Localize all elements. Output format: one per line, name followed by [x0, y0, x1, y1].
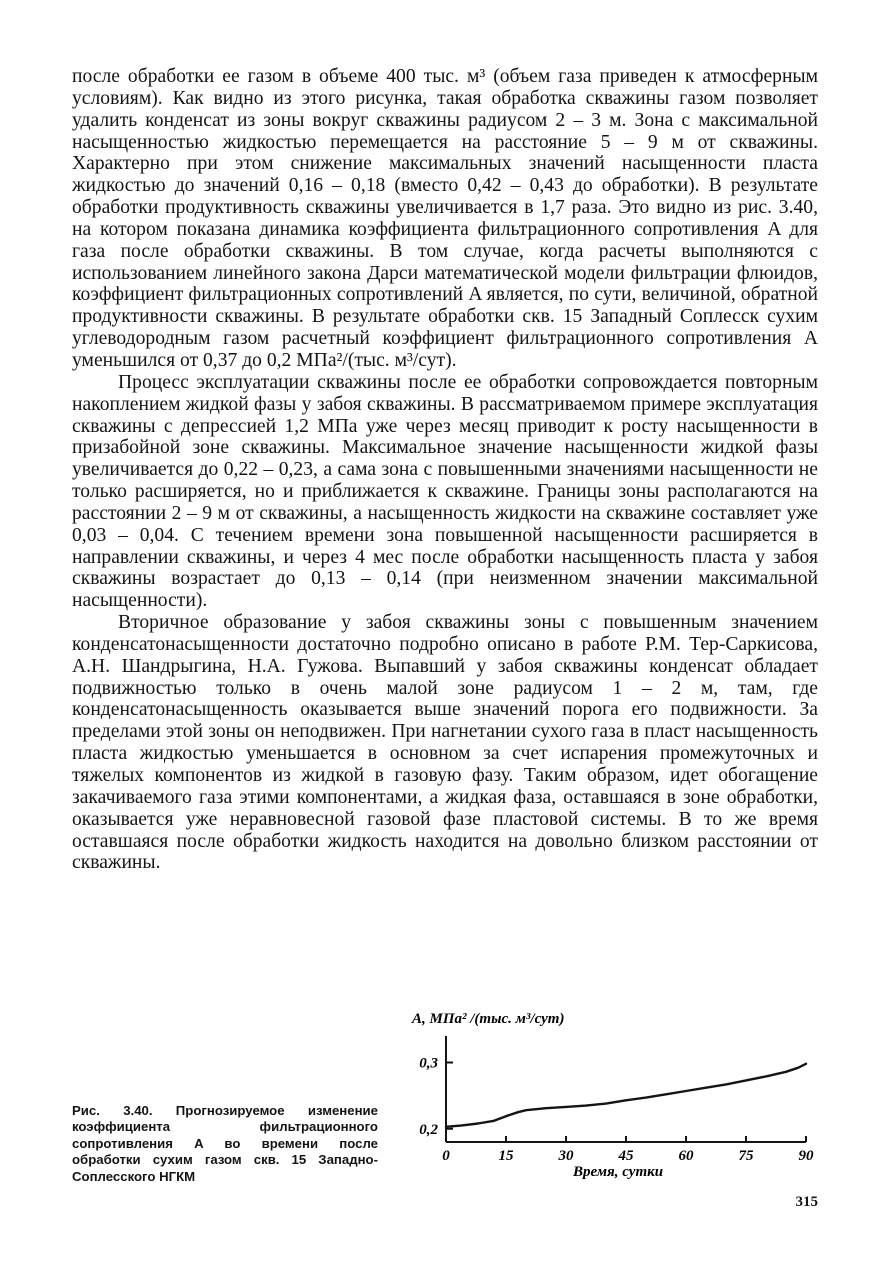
paragraph-2: Процесс эксплуатации скважины после ее обработки сопровождается повторным накоплением жидкой фазы у забоя скважины. В рассматриваемом примере эксплуатация скважины с депрессией 1,2 МПа уже через месяц приводит к росту насыщенности в призабойной зоне скважины. Максимальное значение насыщенности жидкой фазы увеличивается до 0,22 – 0,23, а сама зона с повышенными значениями насыщенности не только расширяется, но и приближается к скважине. Границы зоны располагаются на расстоянии 2 – 9 м от скважины, а насыщенность жидкости на скважине составляет уже 0,03 – 0,04. С течением времени зона повышенной насыщенности расширяется в направлении скважины, и через 4 мес после обработки насыщенность пласта у забоя скважины возрастает до 0,13 – 0,14 (при неизменном значении максимальной насыщенности).: [72, 371, 818, 612]
paragraph-3: Вторичное образование у забоя скважины зоны с повышенным значением конденсатонасыщенности достаточно подробно описано в работе Р.М. Тер-Саркисова, А.Н. Шандрыгина, Н.А. Гужова. Выпавший у забоя скважины конденсат обладает подвижностью только в очень малой зоне радиусом 1 – 2 м, там, где конденсатонасыщенность оказывается выше значений порога его подвижности. За пределами этой зоны он неподвижен. При нагнетании сухого газа в пласт насыщенность пласта жидкостью уменьшается в основном за счет испарения промежуточных и тяжелых компонентов из жидкой в газовую фазу. Таким образом, идет обогащение закачиваемого газа этими компонентами, а жидкая фаза, оставшаяся в зоне обработки, оказывается уже неравновесной газовой фазе пластовой системы. В то же время оставшаяся после обработки жидкость находится на довольно близком расстоянии от скважины.: [72, 612, 818, 874]
x-tick-label: 60: [678, 1148, 694, 1164]
page-number: 315: [795, 1194, 818, 1210]
paragraph-1: после обработки ее газом в объеме 400 тыс. м³ (объем газа приведен к атмосферным условиям). Как видно из этого рисунка, такая обработка скважины газом позволяет удалить конденсат из зоны вокруг скважины радиусом 2 – 3 м. Зона с максимальной насыщенностью жидкостью перемещается на расстояние 5 – 9 м от скважины. Характерно при этом снижение максимальных значений насыщенности пласта жидкостью до значений 0,16 – 0,18 (вместо 0,42 – 0,43 до обработки). В результате обработки продуктивность скважины увеличивается в 1,7 раза. Это видно из рис. 3.40, на котором показана динамика коэффициента фильтрационного сопротивления A для газа после обработки скважины. В том случае, когда расчеты выполняются с использованием линейного закона Дарси математической модели фильтрации флюидов, коэффициент фильтрационных сопротивлений A является, по сути, величиной, обратной продуктивности скважины. В результате обработки скв. 15 Западный Соплесск сухим углеводородным газом расчетный коэффициент фильтрационного сопротивления A уменьшился от 0,37 до 0,2 МПа²/(тыс. м³/сут).: [72, 66, 818, 371]
y-axis-title: A, МПа² /(тыс. м³/сут): [412, 1011, 565, 1027]
x-tick-label: 0: [442, 1148, 450, 1164]
y-axis-ticks: [419, 1056, 453, 1138]
figure-3-40: [0, 1000, 896, 1200]
y-tick-label: 0,3: [419, 1055, 438, 1072]
figure-caption: Рис. 3.40. Прогнозируемое изменение коэффициента фильтрационного сопротивления A во времени после обработки сухим газом скв. 15 Западно-Соплесского НГКМ: [72, 1103, 378, 1184]
y-tick-label: 0,2: [419, 1121, 438, 1138]
x-axis-title: Время, сутки: [572, 1164, 664, 1180]
x-tick-label: 90: [798, 1148, 814, 1164]
chart-axes: [446, 1036, 806, 1142]
line-chart: [392, 1000, 822, 1190]
x-tick-label: 45: [618, 1148, 634, 1164]
x-tick-label: 15: [498, 1148, 514, 1164]
x-axis-ticks: [442, 1136, 814, 1164]
series-line: [446, 1064, 806, 1127]
x-tick-label: 30: [558, 1148, 574, 1164]
x-tick-label: 75: [738, 1148, 754, 1164]
body-text: [72, 66, 818, 874]
